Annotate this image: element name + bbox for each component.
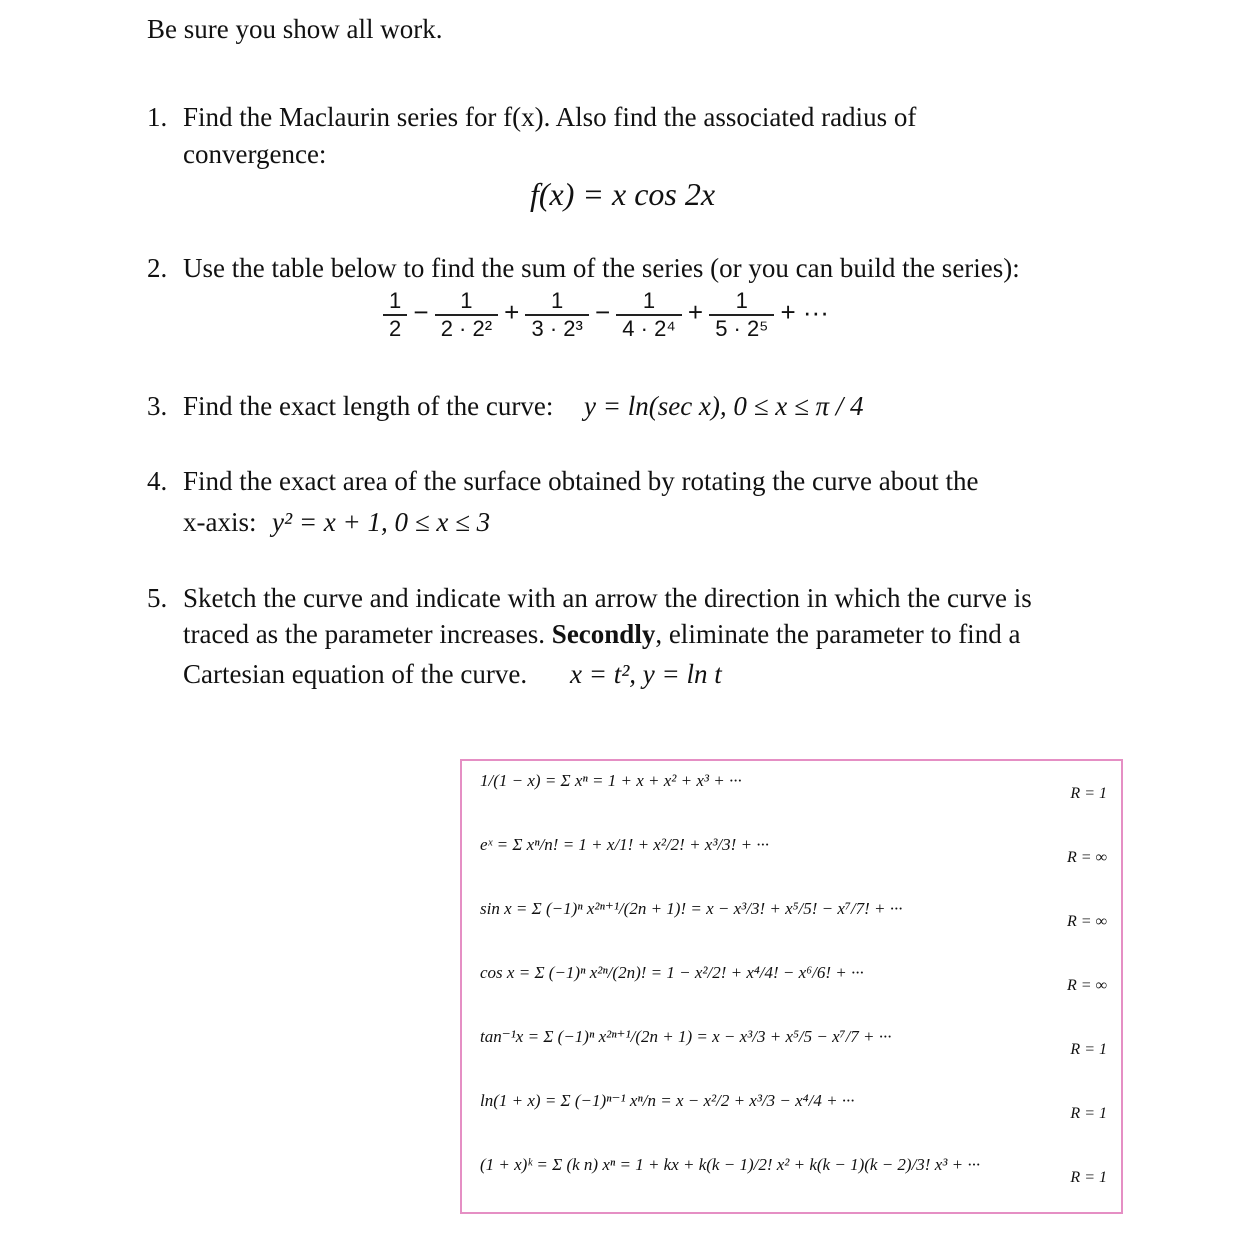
series-op-5: + ··· bbox=[780, 296, 829, 327]
problem-5-line2-post: , eliminate the parameter to find a bbox=[655, 619, 1021, 649]
series-term-3 bbox=[525, 288, 588, 342]
row-series: = Σ (k n) xⁿ = 1 + kx + k(k − 1)/2! x² + k(k − 1)(k − 2)/3! x³ + ··· bbox=[536, 1155, 981, 1174]
problem-3-equation: y = ln(sec x), 0 ≤ x ≤ π / 4 bbox=[584, 391, 864, 421]
series-term-3-den: 3 · 2³ bbox=[525, 314, 588, 342]
row-radius: R = ∞ bbox=[1067, 849, 1107, 866]
row-series: = Σ xⁿ = 1 + x + x² + x³ + ··· bbox=[544, 771, 742, 790]
row-series: = Σ (−1)ⁿ x²ⁿ⁺¹/(2n + 1)! = x − x³/3! + x⁵/5! − x⁷/7! + ··· bbox=[515, 899, 903, 918]
row-lhs: (1 + x)ᵏ bbox=[480, 1155, 533, 1174]
problem-2-line1: Use the table below to find the sum of the series (or you can build the series): bbox=[183, 253, 1020, 283]
series-term-4 bbox=[616, 288, 681, 342]
series-op-1: − bbox=[413, 296, 429, 327]
series-op-4: + bbox=[687, 296, 704, 327]
row-radius: R = 1 bbox=[1070, 1105, 1107, 1122]
problem-4-line2-prefix: x-axis: bbox=[183, 507, 257, 537]
row-series: = Σ (−1)ⁿ⁻¹ xⁿ/n = x − x²/2 + x³/3 − x⁴/4 + ··· bbox=[544, 1091, 855, 1110]
problem-3-number: 3. bbox=[147, 391, 168, 421]
table-row bbox=[480, 835, 1107, 883]
problem-5-equation: x = t², y = ln t bbox=[570, 659, 722, 689]
problem-5-line2-bold: Secondly bbox=[551, 619, 656, 649]
row-radius: R = 1 bbox=[1070, 1041, 1107, 1058]
row-lhs: 1/(1 − x) bbox=[480, 771, 541, 790]
table-row bbox=[480, 1027, 1107, 1075]
problem-5-line2-pre: traced as the parameter increases. bbox=[183, 619, 546, 649]
problem-2-series bbox=[383, 288, 829, 342]
problem-4-number: 4. bbox=[147, 466, 168, 496]
series-term-2-num: 1 bbox=[460, 288, 473, 313]
series-term-5 bbox=[709, 288, 774, 342]
problem-4-line1: Find the exact area of the surface obtained by rotating the curve about the bbox=[183, 466, 979, 496]
problem-3-line1: Find the exact length of the curve: bbox=[183, 391, 554, 421]
problem-1-equation: f(x) = x cos 2x bbox=[530, 176, 716, 212]
problem-4-equation: y² = x + 1, 0 ≤ x ≤ 3 bbox=[272, 507, 491, 537]
row-series: = Σ (−1)ⁿ x²ⁿ/(2n)! = 1 − x²/2! + x⁴/4! − x⁶/6! + ··· bbox=[518, 963, 864, 982]
intro-text: Be sure you show all work. bbox=[147, 14, 443, 44]
row-radius: R = 1 bbox=[1070, 1169, 1107, 1186]
row-series: = Σ xⁿ/n! = 1 + x/1! + x²/2! + x³/3! + ··· bbox=[496, 835, 770, 854]
row-lhs: sin x bbox=[480, 899, 512, 918]
row-lhs: ln(1 + x) bbox=[480, 1091, 541, 1110]
problem-1-number: 1. bbox=[147, 102, 168, 132]
problem-1-line1: Find the Maclaurin series for f(x). Also find the associated radius of bbox=[183, 102, 917, 132]
row-radius: R = ∞ bbox=[1067, 913, 1107, 930]
table-row bbox=[480, 1155, 1107, 1203]
row-lhs: eˣ bbox=[480, 835, 493, 854]
series-term-5-den: 5 · 2⁵ bbox=[709, 314, 774, 342]
table-row bbox=[480, 963, 1107, 1011]
maclaurin-series-table bbox=[460, 759, 1123, 1214]
row-radius: R = ∞ bbox=[1067, 977, 1107, 994]
series-term-1-den: 2 bbox=[383, 314, 407, 342]
problem-5-line2 bbox=[183, 619, 1020, 650]
series-term-4-den: 4 · 2⁴ bbox=[616, 314, 681, 342]
series-term-5-num: 1 bbox=[735, 288, 748, 313]
problem-2-number: 2. bbox=[147, 253, 168, 283]
problem-5-line3: Cartesian equation of the curve. bbox=[183, 659, 528, 689]
table-row bbox=[480, 771, 1107, 819]
series-op-3: − bbox=[594, 296, 611, 327]
table-row bbox=[480, 1091, 1107, 1139]
row-series: = Σ (−1)ⁿ x²ⁿ⁺¹/(2n + 1) = x − x³/3 + x⁵/5 − x⁷/7 + ··· bbox=[527, 1027, 892, 1046]
problem-5-line1: Sketch the curve and indicate with an arrow the direction in which the curve is bbox=[183, 583, 1032, 613]
row-radius: R = 1 bbox=[1070, 785, 1107, 802]
series-term-2-den: 2 · 2² bbox=[435, 314, 498, 342]
series-op-2: + bbox=[504, 296, 520, 327]
series-term-1-num: 1 bbox=[389, 288, 402, 313]
row-lhs: cos x bbox=[480, 963, 515, 982]
problem-1-line2: convergence: bbox=[183, 139, 327, 169]
row-lhs: tan⁻¹x bbox=[480, 1027, 524, 1046]
series-term-4-num: 1 bbox=[642, 288, 656, 313]
table-row bbox=[480, 899, 1107, 947]
series-term-2 bbox=[435, 288, 498, 342]
problem-5-number: 5. bbox=[147, 583, 168, 613]
series-term-1 bbox=[383, 288, 407, 342]
series-term-3-num: 1 bbox=[551, 288, 564, 313]
